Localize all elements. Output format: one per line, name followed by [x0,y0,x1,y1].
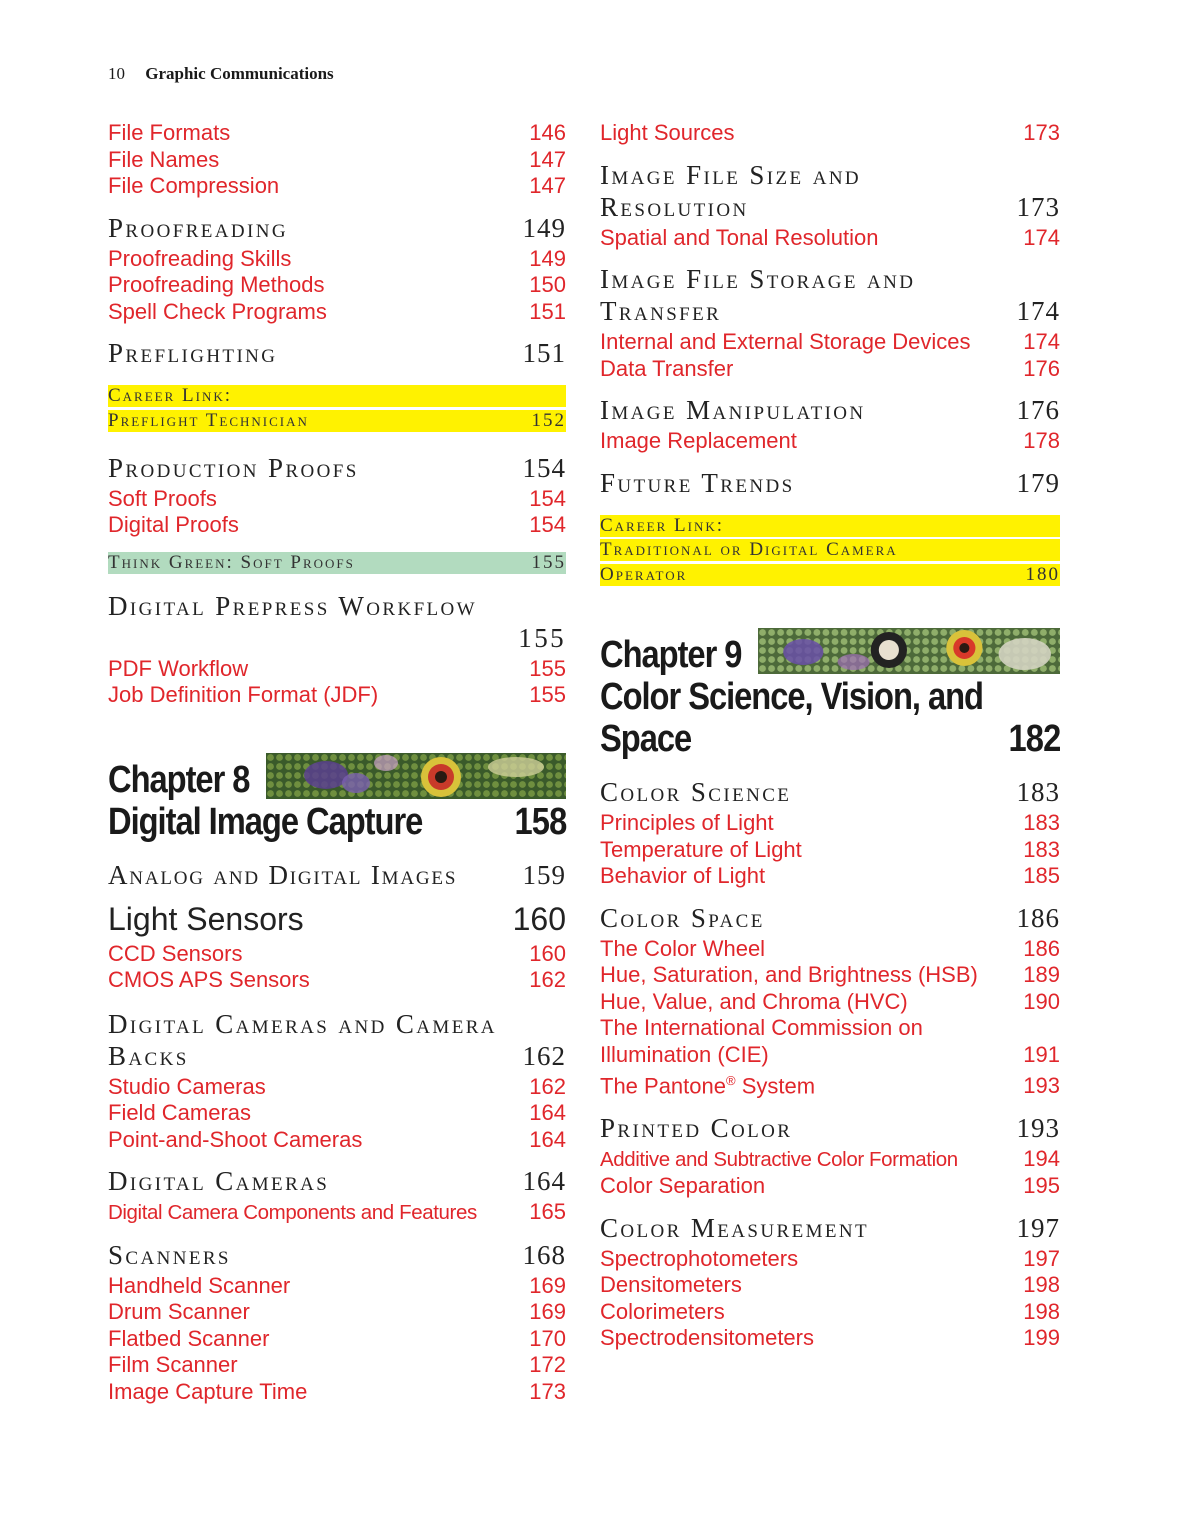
toc-left-column [108,120,566,1405]
toc-entry[interactable]: The Color Wheel 186 [600,935,1060,961]
toc-entry[interactable]: Hue, Value, and Chroma (HVC) 190 [600,988,1060,1014]
toc-entry[interactable]: Point-and-Shoot Cameras 164 [108,1126,566,1152]
section-heading[interactable]: Color Science 183 [600,777,1060,808]
section-heading[interactable]: Analog and Digital Images 159 [108,859,566,890]
toc-entry[interactable]: The Pantone® System 193 [600,1073,1060,1099]
toc-entry[interactable]: File Compression 147 [108,173,566,198]
toc-entry[interactable]: Digital Proofs 154 [108,512,566,538]
toc-entry[interactable]: Hue, Saturation, and Brightness (HSB) 189 [600,962,1060,988]
chapter-title: Digital Image Capture [108,800,423,843]
section-heading[interactable]: Printed Color 193 [600,1112,1060,1143]
toc-entry[interactable]: Densitometers 198 [600,1272,1060,1298]
section-heading[interactable]: Digital Cameras and Camera Backs 162 [108,1008,566,1071]
toc-entry[interactable]: Spatial and Tonal Resolution 174 [600,224,1060,250]
section-heading[interactable]: Scanners 168 [108,1239,566,1270]
toc-entry[interactable]: Data Transfer 176 [600,355,1060,381]
mosaic-image [758,628,1060,674]
section-heading[interactable]: Proofreading 149 [108,212,566,243]
chapter-label: Chapter 8 [108,758,250,801]
chapter-label: Chapter 9 [600,634,742,677]
toc-entry[interactable]: File Formats 146 [108,120,566,145]
toc-entry[interactable]: Internal and External Storage Devices 174 [600,329,1060,354]
chapter-page: 182 [1008,718,1060,761]
toc-entry[interactable]: Job Definition Format (JDF) 155 [108,682,566,708]
toc-entry[interactable]: Proofreading Methods 150 [108,272,566,297]
think-green-box[interactable]: Think Green: Soft Proofs 155 [108,551,566,573]
toc-entry[interactable]: Principles of Light 183 [600,810,1060,836]
section-heading[interactable]: Image File Storage and Transfer 174 [600,264,1060,326]
toc-entry[interactable]: Light Sources 173 [600,120,1060,145]
toc-entry[interactable]: Colorimeters 198 [600,1298,1060,1324]
toc-right-column [600,120,1060,1352]
section-heading[interactable]: Digital Prepress Workflow 155 [108,590,566,653]
section-heading[interactable]: Preflighting 151 [108,338,566,368]
chapter-8-heading[interactable] [108,753,566,843]
section-heading[interactable]: Color Space 186 [600,902,1060,933]
section-heading[interactable]: Light Sensors 160 [108,900,566,937]
toc-entry[interactable]: File Names 147 [108,146,566,172]
chapter-title: Color Science, Vision, and [600,676,983,719]
mosaic-image [266,753,566,799]
section-heading[interactable]: Image Manipulation 176 [600,395,1060,425]
running-header [108,64,334,84]
toc-entry[interactable]: Handheld Scanner 169 [108,1272,566,1298]
page-number: 10 [108,64,125,83]
toc-entry[interactable]: Soft Proofs 154 [108,485,566,511]
section-heading[interactable]: Digital Cameras 164 [108,1166,566,1197]
section-heading[interactable]: Color Measurement 197 [600,1212,1060,1243]
toc-entry[interactable]: CMOS APS Sensors 162 [108,967,566,993]
toc-entry[interactable]: The International Commission on Illumination (CIE) 191 [600,1015,1060,1067]
chapter-9-heading[interactable] [600,628,1060,760]
toc-entry[interactable]: Proofreading Skills 149 [108,245,566,271]
chapter-page: 158 [514,800,566,843]
toc-entry[interactable]: Digital Camera Components and Features 165 [108,1199,566,1225]
toc-entry[interactable]: Behavior of Light 185 [600,863,1060,889]
registered-mark: ® [725,1073,736,1089]
toc-entry[interactable]: Image Replacement 178 [600,428,1060,453]
chapter-title: Space [600,718,692,761]
toc-entry[interactable]: Temperature of Light 183 [600,836,1060,862]
toc-entry[interactable]: Studio Cameras 162 [108,1073,566,1099]
book-title: Graphic Communications [145,64,334,83]
toc-entry[interactable]: Flatbed Scanner 170 [108,1325,566,1351]
toc-entry[interactable]: PDF Workflow 155 [108,655,566,681]
toc-entry[interactable]: CCD Sensors 160 [108,940,566,966]
toc-entry[interactable]: Spectrodensitometers 199 [600,1325,1060,1351]
toc-entry[interactable]: Spectrophotometers 197 [600,1245,1060,1271]
section-heading[interactable]: Future Trends 179 [600,467,1060,498]
career-link-box[interactable]: Career Link: Traditional or Digital Camera Operator 180 [600,514,1060,586]
toc-entry[interactable]: Image Capture Time 173 [108,1378,566,1404]
toc-entry[interactable]: Additive and Subtractive Color Formation 194 [600,1145,1060,1171]
career-link-box[interactable]: Career Link: Preflight Technician 152 [108,385,566,431]
toc-entry[interactable]: Color Separation 195 [600,1173,1060,1199]
section-heading[interactable]: Production Proofs 154 [108,452,566,483]
section-heading[interactable]: Image File Size and Resolution 173 [600,159,1060,222]
toc-entry[interactable]: Film Scanner 172 [108,1352,566,1378]
toc-entry[interactable]: Spell Check Programs 151 [108,298,566,324]
toc-entry[interactable]: Field Cameras 164 [108,1100,566,1126]
toc-entry[interactable]: Drum Scanner 169 [108,1299,566,1325]
